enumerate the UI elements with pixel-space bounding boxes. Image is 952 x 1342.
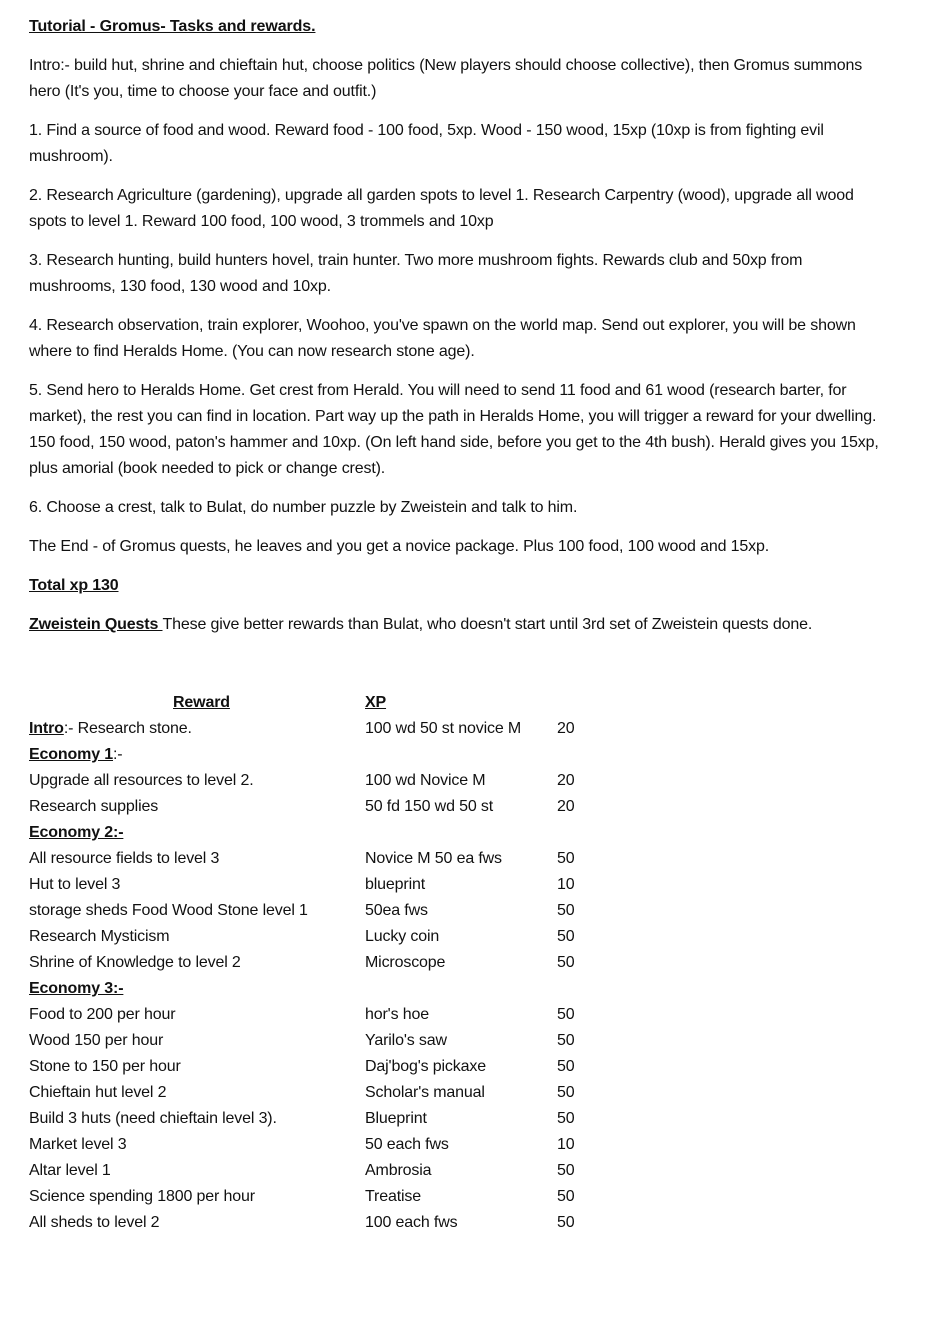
task: All resource fields to level 3 bbox=[29, 850, 220, 867]
table-row bbox=[29, 1106, 629, 1132]
reward: Scholar's manual bbox=[365, 1084, 485, 1101]
xp: 50 bbox=[557, 1188, 575, 1205]
reward: 50 each fws bbox=[365, 1136, 449, 1153]
table-row bbox=[29, 872, 629, 898]
reward: blueprint bbox=[365, 876, 426, 893]
step-6-paragraph: 6. Choose a crest, talk to Bulat, do number puzzle by Zweistein and talk to him. bbox=[29, 499, 578, 516]
zweistein-paragraph bbox=[29, 612, 889, 638]
task: Upgrade all resources to level 2. bbox=[29, 772, 254, 789]
intro-task: :- Research stone. bbox=[63, 720, 192, 737]
table-row bbox=[29, 924, 629, 950]
step-4-paragraph: 4. Research observation, train explorer, Woohoo, you've spawn on the world map. Send out explorer, you will be shown where to find Heralds Home. (You can now research stone age). bbox=[29, 317, 856, 360]
table-row bbox=[29, 1080, 629, 1106]
reward: Lucky coin bbox=[365, 928, 440, 945]
table-row bbox=[29, 950, 629, 976]
step-2-paragraph: 2. Research Agriculture (gardening), upgrade all garden spots to level 1. Research Carpentry (wood), upgrade all wood spots to level 1. Reward 100 food, 100 wood, 3 trommels and 10xp bbox=[29, 187, 854, 230]
reward: Ambrosia bbox=[365, 1162, 432, 1179]
table-header bbox=[29, 690, 629, 716]
task: All sheds to level 2 bbox=[29, 1214, 160, 1231]
xp: 20 bbox=[557, 772, 575, 789]
reward: 50 fd 150 wd 50 st bbox=[365, 798, 494, 815]
reward: 100 each fws bbox=[365, 1214, 458, 1231]
table-row bbox=[29, 1002, 629, 1028]
table-row bbox=[29, 1054, 629, 1080]
economy-1-label: Economy 1 bbox=[29, 746, 114, 763]
task: storage sheds Food Wood Stone level 1 bbox=[29, 902, 308, 919]
xp: 50 bbox=[557, 902, 575, 919]
xp: 10 bbox=[557, 876, 575, 893]
xp: 50 bbox=[557, 1032, 575, 1049]
intro-label: Intro bbox=[29, 720, 64, 737]
xp: 10 bbox=[557, 1136, 575, 1153]
task: Research supplies bbox=[29, 798, 159, 815]
economy-2-label: Economy 2:- bbox=[29, 824, 124, 841]
step-3-paragraph: 3. Research hunting, build hunters hovel, train hunter. Two more mushroom fights. Rewards club and 50xp from mushrooms, 130 food, 130 wood and 10xp. bbox=[29, 252, 803, 295]
economy-3-label: Economy 3:- bbox=[29, 980, 124, 997]
table-row bbox=[29, 846, 629, 872]
table-row bbox=[29, 1184, 629, 1210]
table-row bbox=[29, 768, 629, 794]
task: Wood 150 per hour bbox=[29, 1032, 164, 1049]
task: Science spending 1800 per hour bbox=[29, 1188, 255, 1205]
economy-1-suffix: :- bbox=[113, 746, 123, 763]
task: Research Mysticism bbox=[29, 928, 170, 945]
section-economy-1 bbox=[29, 742, 629, 768]
xp: 50 bbox=[557, 1162, 575, 1179]
table-row bbox=[29, 1132, 629, 1158]
table-row bbox=[29, 1158, 629, 1184]
end-paragraph: The End - of Gromus quests, he leaves and you get a novice package. Plus 100 food, 100 wood and 15xp. bbox=[29, 538, 770, 555]
reward: Yarilo's saw bbox=[365, 1032, 447, 1049]
intro-paragraph: Intro:- build hut, shrine and chieftain hut, choose politics (New players should choose collective), then Gromus summons hero (It's you, time to choose your face and outfit.) bbox=[29, 57, 863, 100]
xp: 50 bbox=[557, 954, 575, 971]
reward: 100 wd Novice M bbox=[365, 772, 486, 789]
xp: 50 bbox=[557, 1214, 575, 1231]
total-xp: Total xp 130 bbox=[29, 577, 119, 594]
section-economy-3 bbox=[29, 976, 629, 1002]
xp: 50 bbox=[557, 928, 575, 945]
table-row bbox=[29, 1028, 629, 1054]
task: Chieftain hut level 2 bbox=[29, 1084, 167, 1101]
header-reward: Reward bbox=[173, 694, 230, 711]
table-row bbox=[29, 898, 629, 924]
section-economy-2 bbox=[29, 820, 629, 846]
table-row bbox=[29, 1210, 629, 1236]
task: Build 3 huts (need chieftain level 3). bbox=[29, 1110, 277, 1127]
header-xp: XP bbox=[365, 694, 387, 711]
xp: 50 bbox=[557, 1110, 575, 1127]
reward: Treatise bbox=[365, 1188, 422, 1205]
task: Altar level 1 bbox=[29, 1162, 111, 1179]
reward: Novice M 50 ea fws bbox=[365, 850, 502, 867]
task: Shrine of Knowledge to level 2 bbox=[29, 954, 241, 971]
intro-reward: 100 wd 50 st novice M bbox=[365, 720, 522, 737]
xp: 50 bbox=[557, 1006, 575, 1023]
step-1-paragraph: 1. Find a source of food and wood. Reward food - 100 food, 5xp. Wood - 150 wood, 15xp (10xp is from fighting evil mushroom). bbox=[29, 122, 824, 165]
document-title: Tutorial - Gromus- Tasks and rewards. bbox=[29, 18, 316, 35]
reward: Microscope bbox=[365, 954, 446, 971]
reward: Daj'bog's pickaxe bbox=[365, 1058, 486, 1075]
task: Hut to level 3 bbox=[29, 876, 121, 893]
reward: 50ea fws bbox=[365, 902, 428, 919]
xp: 50 bbox=[557, 850, 575, 867]
zweistein-text: These give better rewards than Bulat, who doesn't start until 3rd set of Zweistein quests done. bbox=[162, 616, 813, 633]
xp: 20 bbox=[557, 798, 575, 815]
zweistein-heading: Zweistein Quests bbox=[29, 616, 163, 633]
xp: 50 bbox=[557, 1084, 575, 1101]
reward: hor's hoe bbox=[365, 1006, 429, 1023]
reward: Blueprint bbox=[365, 1110, 427, 1127]
task: Stone to 150 per hour bbox=[29, 1058, 181, 1075]
task: Food to 200 per hour bbox=[29, 1006, 176, 1023]
task: Market level 3 bbox=[29, 1136, 127, 1153]
step-5-paragraph: 5. Send hero to Heralds Home. Get crest from Herald. You will need to send 11 food and 61 wood (research barter, for market), the rest you can find in location. Part way up the path in Heralds Home, you will trigger a reward for your dwelling. 150 food, 150 wood, paton's hammer and 10xp. (On left hand side, before you get to the 4th bush). Herald gives you 15xp, plus amorial (book needed to pick or change crest). bbox=[29, 382, 879, 477]
xp: 50 bbox=[557, 1058, 575, 1075]
table-row bbox=[29, 794, 629, 820]
table-row-intro bbox=[29, 716, 629, 742]
intro-xp: 20 bbox=[557, 720, 575, 737]
